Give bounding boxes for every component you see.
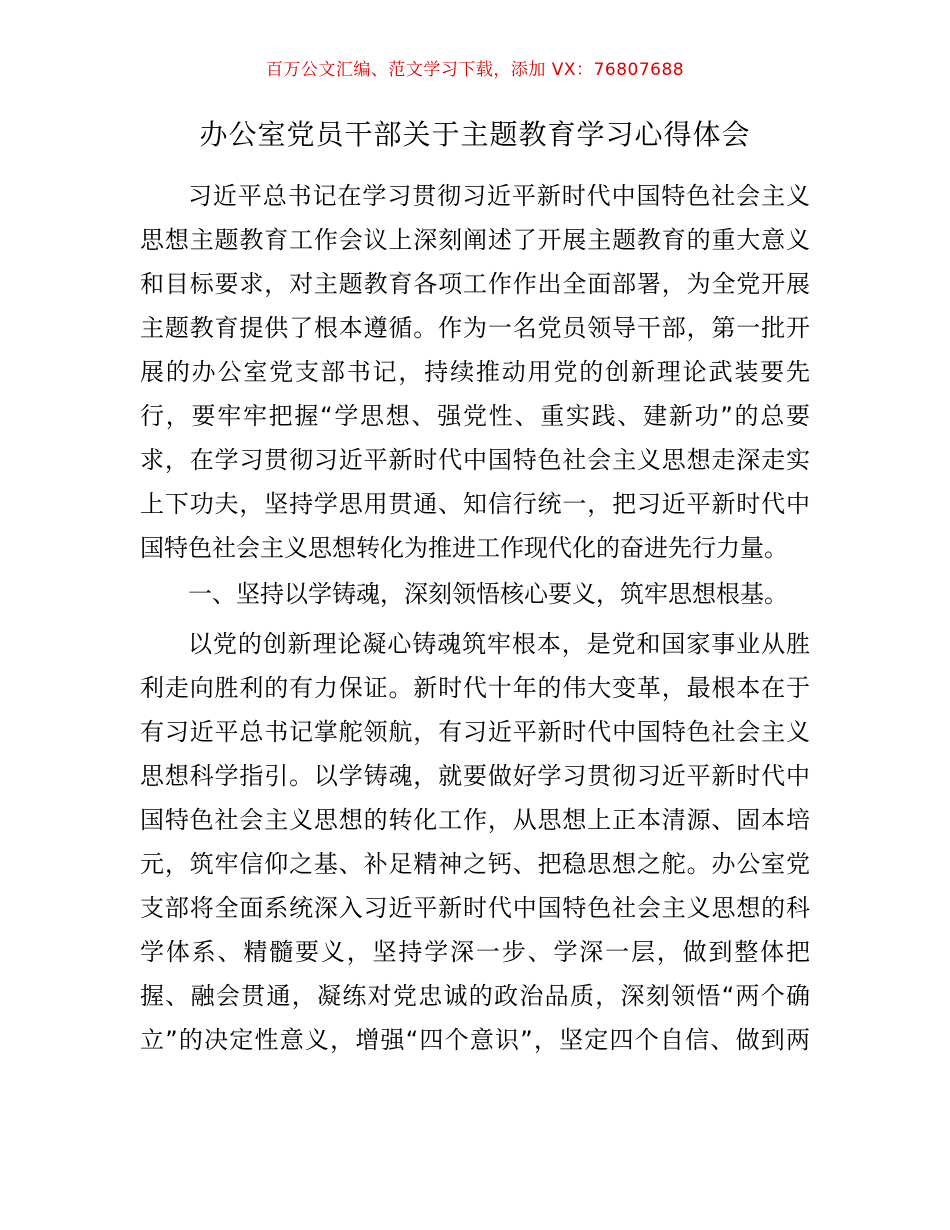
paragraph-line: 支部将全面系统深入习近平新时代中国特色社会主义思想的科 bbox=[140, 894, 810, 922]
paragraph-line: 有习近平总书记掌舵领航，有习近平新时代中国特色社会主义 bbox=[140, 718, 810, 746]
paragraph-line: 习近平总书记在学习贯彻习近平新时代中国特色社会主义 bbox=[188, 182, 810, 210]
paragraph-line: 国特色社会主义思想的转化工作，从思想上正本清源、固本培 bbox=[140, 806, 810, 834]
paragraph-line: 求，在学习贯彻习近平新时代中国特色社会主义思想走深走实 bbox=[140, 446, 810, 474]
paragraph-line: 上下功夫，坚持学思用贯通、知信行统一，把习近平新时代中 bbox=[140, 490, 810, 518]
paragraph-line: 和目标要求，对主题教育各项工作作出全面部署，为全党开展 bbox=[140, 270, 810, 298]
paragraph-line: 元，筑牢信仰之基、补足精神之钙、把稳思想之舵。办公室党 bbox=[140, 850, 810, 878]
paragraph-line: 利走向胜利的有力保证。新时代十年的伟大变革，最根本在于 bbox=[140, 674, 810, 702]
paragraph-line: 思想主题教育工作会议上深刻阐述了开展主题教育的重大意义 bbox=[140, 226, 810, 254]
section-heading: 一、坚持以学铸魂，深刻领悟核心要义，筑牢思想根基。 bbox=[188, 580, 788, 608]
paragraph-line: 展的办公室党支部书记，持续推动用党的创新理论武装要先 bbox=[140, 358, 810, 386]
paragraph-line: 握、融会贯通，凝练对党忠诚的政治品质，深刻领悟“两个确 bbox=[140, 982, 810, 1010]
paragraph-line: 立”的决定性意义，增强“四个意识”，坚定四个自信、做到两 bbox=[140, 1026, 810, 1054]
paragraph-line: 主题教育提供了根本遵循。作为一名党员领导干部，第一批开 bbox=[140, 314, 810, 342]
paragraph-line: 思想科学指引。以学铸魂，就要做好学习贯彻习近平新时代中 bbox=[140, 762, 810, 790]
paragraph-line: 行，要牢牢把握“学思想、强党性、重实践、建新功”的总要 bbox=[140, 402, 810, 430]
paragraph-line: 学体系、精髓要义，坚持学深一步、学深一层，做到整体把 bbox=[140, 938, 810, 966]
paragraph-line: 以党的创新理论凝心铸魂筑牢根本，是党和国家事业从胜 bbox=[188, 630, 810, 658]
document-title: 办公室党员干部关于主题教育学习心得体会 bbox=[199, 118, 751, 151]
header-note: 百万公文汇编、范文学习下载，添加 VX：76807688 bbox=[265, 60, 685, 80]
paragraph-line: 国特色社会主义思想转化为推进工作现代化的奋进先行力量。 bbox=[140, 534, 788, 562]
